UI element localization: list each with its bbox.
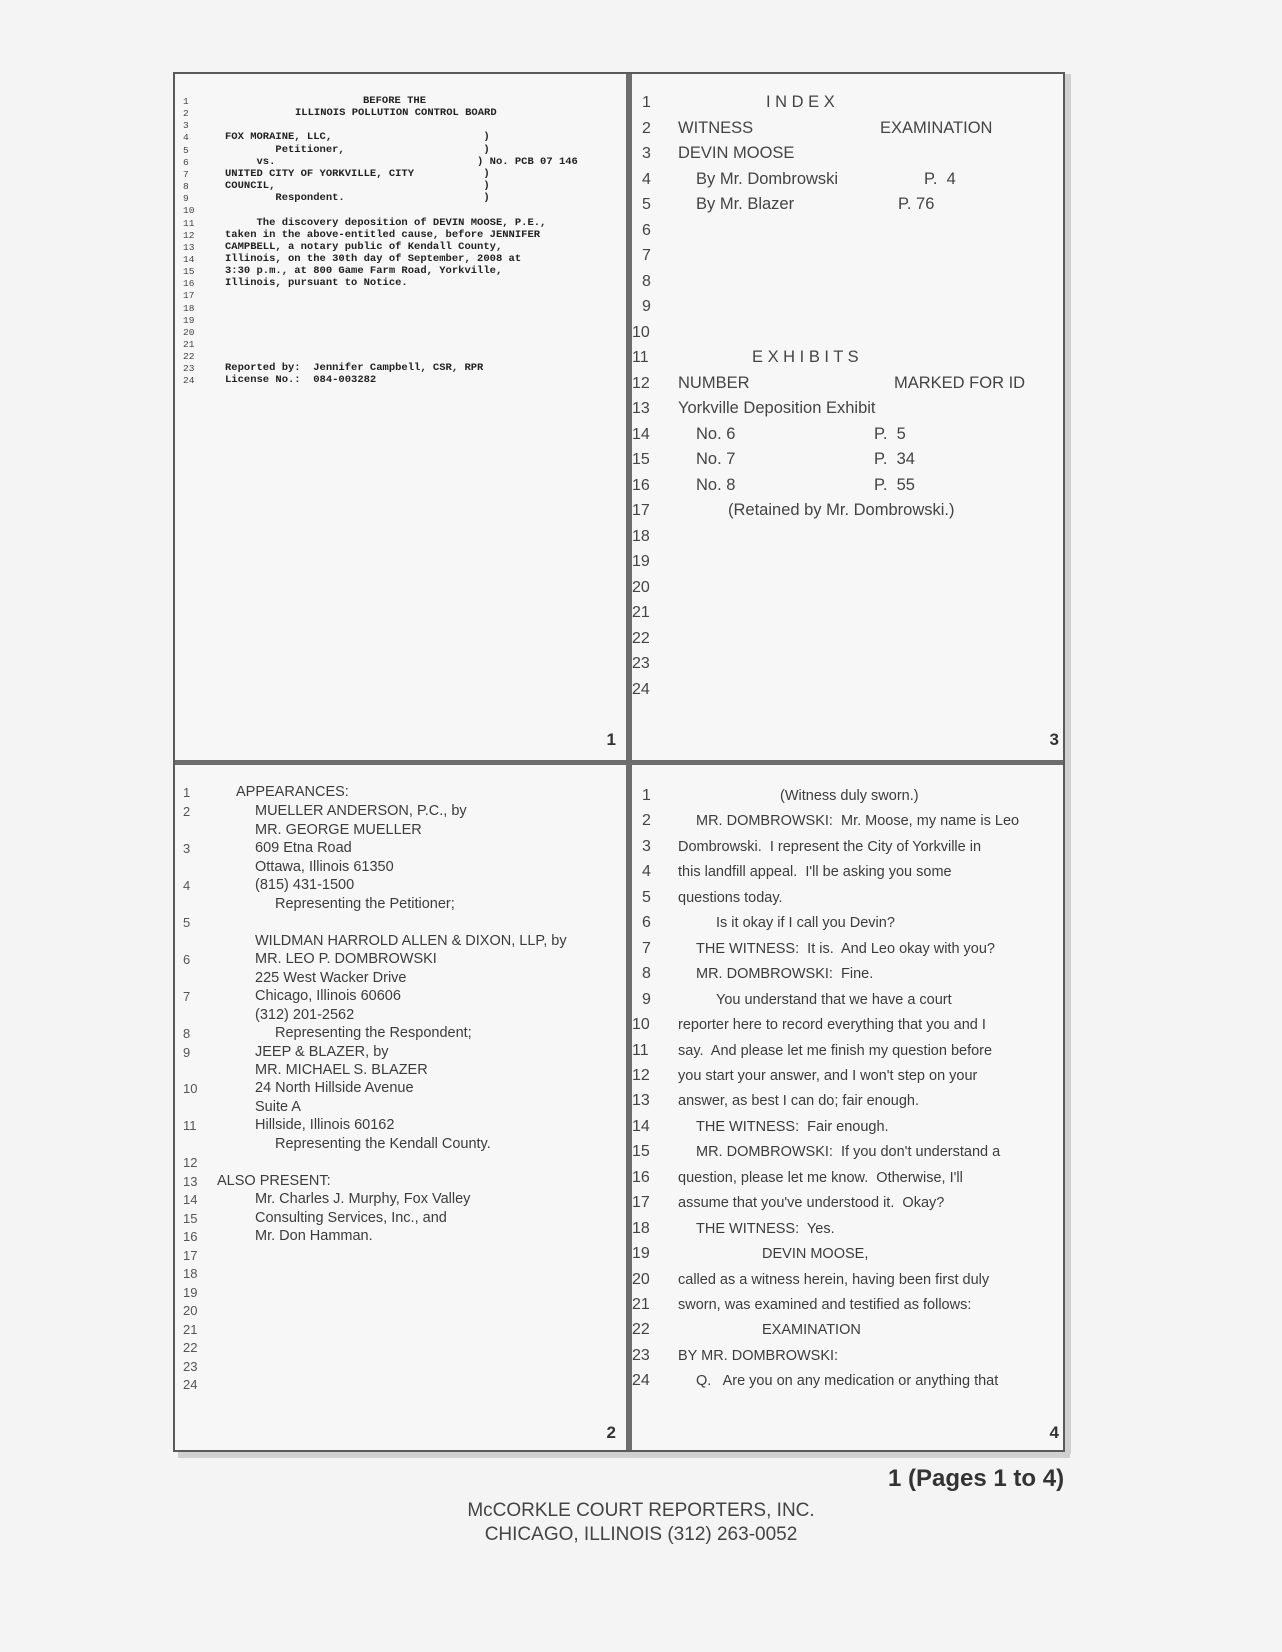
line-number: 19 bbox=[632, 1245, 650, 1263]
text-line: UNITED CITY OF YORKVILLE, CITY ) bbox=[225, 167, 490, 180]
page-number: 2 bbox=[606, 1423, 616, 1442]
text-line: Hillside, Illinois 60162 bbox=[255, 1117, 395, 1133]
page-number: 1 bbox=[606, 730, 616, 749]
line-number: 24 bbox=[632, 1372, 650, 1390]
text-line: EXAMINATION bbox=[880, 118, 993, 137]
line-number: 22 bbox=[183, 1340, 198, 1355]
line-number: 10 bbox=[632, 323, 650, 341]
line-number: 2 bbox=[642, 812, 651, 830]
page-number: 3 bbox=[1049, 730, 1059, 749]
company-address: CHICAGO, ILLINOIS (312) 263-0052 bbox=[484, 1524, 798, 1545]
line-number: 4 bbox=[642, 863, 651, 881]
text-line: questions today. bbox=[678, 889, 783, 906]
text-line: (312) 201-2562 bbox=[255, 1007, 355, 1023]
line-number: 13 bbox=[632, 1092, 650, 1110]
transcript-page-3 bbox=[632, 74, 1065, 760]
text-line: By Mr. Dombrowski bbox=[696, 169, 839, 188]
text-line: 3:30 p.m., at 800 Game Farm Road, Yorkville, bbox=[225, 265, 503, 278]
text-line: By Mr. Blazer bbox=[696, 195, 795, 213]
text-line: THE WITNESS: Fair enough. bbox=[696, 1118, 889, 1135]
line-number: 8 bbox=[642, 272, 651, 290]
line-number: 19 bbox=[183, 1285, 198, 1300]
text-line: Dombrowski. I represent the City of Yorkville in bbox=[678, 838, 982, 855]
line-number: 12 bbox=[632, 374, 650, 392]
text-line: MARKED FOR ID bbox=[894, 373, 1026, 392]
line-number: 14 bbox=[632, 425, 650, 443]
line-number: 8 bbox=[642, 965, 651, 983]
transcript-page-4 bbox=[632, 765, 1065, 1452]
text-line: CAMPBELL, a notary public of Kendall County, bbox=[225, 240, 503, 253]
text-line: Yorkville Deposition Exhibit bbox=[678, 399, 876, 417]
line-number: 21 bbox=[183, 339, 195, 350]
text-line: No. 8 bbox=[696, 475, 736, 494]
line-number: 2 bbox=[642, 119, 651, 137]
line-number: 6 bbox=[183, 952, 191, 967]
text-line: Ottawa, Illinois 61350 bbox=[255, 859, 394, 875]
text-line: Is it okay if I call you Devin? bbox=[716, 915, 895, 932]
line-number: 4 bbox=[642, 170, 651, 188]
text-line: The discovery deposition of DEVIN MOOSE, P.E., bbox=[225, 216, 547, 229]
line-number: 15 bbox=[632, 451, 650, 468]
text-line: MR. DOMBROWSKI: Mr. Moose, my name is Leo bbox=[696, 813, 1020, 830]
line-number: 3 bbox=[642, 145, 651, 162]
line-number: 18 bbox=[183, 302, 195, 314]
text-line: BY MR. DOMBROWSKI: bbox=[678, 1347, 839, 1364]
text-line: P. 5 bbox=[874, 424, 906, 443]
text-line: I N D E X bbox=[766, 93, 835, 111]
line-number: 23 bbox=[183, 363, 195, 375]
line-number: 16 bbox=[183, 1229, 198, 1244]
text-line: vs. ) No. PCB 07 146 bbox=[225, 155, 578, 168]
text-line: MUELLER ANDERSON, P.C., by bbox=[255, 803, 467, 819]
text-line: License No.: 084-003282 bbox=[225, 374, 377, 387]
line-number: 18 bbox=[632, 527, 650, 545]
pages-label: 1 (Pages 1 to 4) bbox=[888, 1465, 1065, 1492]
text-line: Suite A bbox=[255, 1099, 301, 1115]
line-number: 11 bbox=[632, 349, 649, 366]
text-line: Reported by: Jennifer Campbell, CSR, RPR bbox=[225, 362, 484, 375]
text-line: BEFORE THE bbox=[363, 95, 427, 107]
line-number: 7 bbox=[642, 247, 651, 264]
line-number: 16 bbox=[183, 278, 195, 290]
text-line: NUMBER bbox=[678, 373, 750, 392]
text-line: P. 34 bbox=[874, 450, 915, 468]
text-line: (Retained by Mr. Dombrowski.) bbox=[728, 501, 955, 519]
text-line: MR. DOMBROWSKI: Fine. bbox=[696, 966, 874, 983]
line-number: 17 bbox=[632, 502, 650, 519]
text-line: (Witness duly sworn.) bbox=[780, 788, 919, 804]
line-number: 3 bbox=[183, 120, 189, 132]
text-line: Representing the Petitioner; bbox=[275, 896, 455, 912]
line-number: 3 bbox=[183, 841, 191, 856]
line-number: 11 bbox=[183, 217, 195, 229]
line-number: 6 bbox=[183, 156, 189, 168]
text-line: Mr. Don Hamman. bbox=[255, 1228, 373, 1244]
text-line: Q. Are you on any medication or anything that bbox=[696, 1373, 999, 1390]
text-line: called as a witness herein, having been first duly bbox=[678, 1271, 990, 1288]
line-number: 23 bbox=[632, 655, 650, 672]
text-line: answer, as best I can do; fair enough. bbox=[678, 1093, 920, 1110]
line-number: 14 bbox=[183, 1192, 198, 1207]
text-line: FOX MORAINE, LLC, ) bbox=[225, 131, 490, 144]
text-line: 609 Etna Road bbox=[255, 840, 352, 856]
text-line: assume that you've understood it. Okay? bbox=[678, 1195, 945, 1212]
line-number: 10 bbox=[183, 1081, 198, 1096]
text-line: Chicago, Illinois 60606 bbox=[255, 988, 401, 1004]
line-number: 20 bbox=[183, 326, 195, 338]
text-line: ILLINOIS POLLUTION CONTROL BOARD bbox=[295, 107, 497, 120]
line-number: 16 bbox=[632, 476, 650, 494]
line-number: 1 bbox=[183, 96, 189, 107]
line-number: 10 bbox=[183, 205, 195, 217]
line-number: 14 bbox=[632, 1117, 650, 1135]
text-line: P. 76 bbox=[898, 195, 935, 213]
line-number: 24 bbox=[183, 375, 195, 387]
text-line: taken in the above-entitled cause, before JENNIFER bbox=[225, 228, 541, 241]
line-number: 21 bbox=[183, 1322, 198, 1337]
line-number: 9 bbox=[642, 990, 651, 1008]
line-number: 19 bbox=[632, 553, 650, 570]
text-line: say. And please let me finish my question before bbox=[678, 1042, 993, 1059]
text-line: No. 7 bbox=[696, 450, 736, 468]
transcript-page-2 bbox=[175, 765, 626, 1452]
line-number: 1 bbox=[642, 787, 651, 804]
line-number: 12 bbox=[632, 1066, 650, 1084]
line-number: 17 bbox=[632, 1194, 650, 1212]
line-number: 7 bbox=[183, 989, 191, 1004]
line-number: 15 bbox=[183, 1211, 198, 1226]
line-number: 14 bbox=[183, 253, 195, 265]
line-number: 21 bbox=[632, 604, 650, 621]
text-line: (815) 431-1500 bbox=[255, 877, 355, 893]
line-number: 17 bbox=[183, 290, 195, 302]
text-line: P. 55 bbox=[874, 475, 915, 494]
line-number: 23 bbox=[632, 1346, 650, 1364]
line-number: 18 bbox=[183, 1266, 198, 1281]
text-line: ALSO PRESENT: bbox=[217, 1173, 331, 1189]
line-number: 13 bbox=[183, 1174, 198, 1189]
text-line: WITNESS bbox=[678, 118, 754, 137]
text-line: P. 4 bbox=[924, 169, 956, 188]
line-number: 18 bbox=[632, 1219, 650, 1237]
line-number: 9 bbox=[183, 1045, 191, 1060]
line-number: 24 bbox=[183, 1377, 198, 1392]
line-number: 16 bbox=[632, 1168, 650, 1186]
line-number: 17 bbox=[183, 1248, 198, 1263]
text-line: APPEARANCES: bbox=[236, 784, 349, 800]
page-number: 4 bbox=[1049, 1423, 1059, 1442]
text-line: question, please let me know. Otherwise, I'll bbox=[678, 1169, 963, 1186]
line-number: 24 bbox=[632, 680, 650, 698]
text-line: Consulting Services, Inc., and bbox=[255, 1210, 447, 1226]
line-number: 5 bbox=[642, 196, 651, 213]
line-number: 11 bbox=[183, 1118, 197, 1133]
line-number: 20 bbox=[183, 1303, 198, 1318]
line-number: 6 bbox=[642, 221, 651, 239]
text-line: DEVIN MOOSE bbox=[678, 144, 795, 162]
line-number: 12 bbox=[183, 229, 195, 241]
text-line: JEEP & BLAZER, by bbox=[255, 1044, 389, 1060]
line-number: 22 bbox=[183, 351, 195, 363]
text-line: Respondent. ) bbox=[225, 192, 490, 205]
text-line: this landfill appeal. I'll be asking you some bbox=[678, 864, 952, 881]
line-number: 12 bbox=[183, 1155, 198, 1170]
line-number: 13 bbox=[183, 241, 195, 253]
horizontal-divider bbox=[175, 760, 1063, 765]
text-line: MR. DOMBROWSKI: If you don't understand a bbox=[696, 1144, 1001, 1161]
line-number: 11 bbox=[632, 1041, 649, 1059]
line-number: 9 bbox=[642, 298, 651, 315]
line-number: 7 bbox=[183, 168, 189, 180]
text-line: Illinois, pursuant to Notice. bbox=[225, 277, 408, 290]
text-line: 225 West Wacker Drive bbox=[255, 970, 407, 986]
line-number: 5 bbox=[183, 144, 189, 156]
line-number: 5 bbox=[642, 888, 651, 906]
text-line: MR. LEO P. DOMBROWSKI bbox=[255, 951, 437, 967]
line-number: 4 bbox=[183, 132, 189, 144]
text-line: 24 North Hillside Avenue bbox=[255, 1080, 414, 1096]
text-line: reporter here to record everything that you and I bbox=[678, 1017, 986, 1034]
line-number: 10 bbox=[632, 1016, 650, 1034]
text-line: EXAMINATION bbox=[762, 1322, 861, 1339]
text-line: THE WITNESS: Yes. bbox=[696, 1220, 835, 1237]
line-number: 5 bbox=[183, 915, 191, 930]
line-number: 2 bbox=[183, 804, 191, 819]
text-line: E X H I B I T S bbox=[752, 348, 859, 366]
line-number: 15 bbox=[183, 266, 195, 278]
line-number: 3 bbox=[642, 837, 651, 855]
transcript-page-1 bbox=[175, 74, 626, 760]
text-line: THE WITNESS: It is. And Leo okay with you? bbox=[696, 940, 995, 957]
text-line: Illinois, on the 30th day of September, 2008 at bbox=[225, 252, 522, 265]
text-line: No. 6 bbox=[696, 424, 736, 443]
line-number: 7 bbox=[642, 939, 651, 957]
text-line: Representing the Kendall County. bbox=[275, 1136, 491, 1152]
line-number: 6 bbox=[642, 914, 651, 932]
company-name: McCORKLE COURT REPORTERS, INC. bbox=[467, 1500, 815, 1521]
text-line: Petitioner, ) bbox=[225, 143, 490, 156]
text-line: you start your answer, and I won't step on your bbox=[678, 1067, 978, 1084]
text-line: COUNCIL, ) bbox=[225, 180, 490, 193]
text-line: You understand that we have a court bbox=[716, 991, 952, 1008]
line-number: 9 bbox=[183, 193, 189, 205]
text-line: DEVIN MOOSE, bbox=[762, 1246, 869, 1263]
sheet-shadow-right bbox=[1065, 74, 1071, 1454]
text-line: WILDMAN HARROLD ALLEN & DIXON, LLP, by bbox=[255, 933, 567, 949]
line-number: 22 bbox=[632, 629, 650, 647]
text-line: MR. GEORGE MUELLER bbox=[255, 822, 422, 838]
text-line: Mr. Charles J. Murphy, Fox Valley bbox=[255, 1191, 471, 1207]
line-number: 13 bbox=[632, 400, 650, 417]
line-number: 2 bbox=[183, 108, 189, 120]
line-number: 23 bbox=[183, 1359, 198, 1374]
line-number: 15 bbox=[632, 1143, 650, 1161]
line-number: 8 bbox=[183, 1026, 191, 1041]
text-line: MR. MICHAEL S. BLAZER bbox=[255, 1062, 428, 1078]
line-number: 20 bbox=[632, 578, 650, 596]
line-number: 21 bbox=[632, 1296, 650, 1313]
line-number: 8 bbox=[183, 181, 189, 193]
text-line: sworn, was examined and testified as follows: bbox=[678, 1297, 972, 1313]
line-number: 1 bbox=[642, 94, 651, 111]
text-line: Representing the Respondent; bbox=[275, 1025, 472, 1041]
line-number: 22 bbox=[632, 1321, 650, 1339]
line-number: 1 bbox=[183, 785, 191, 800]
line-number: 19 bbox=[183, 314, 195, 326]
sheet-shadow-bottom bbox=[178, 1452, 1070, 1458]
line-number: 4 bbox=[183, 878, 191, 893]
line-number: 20 bbox=[632, 1270, 650, 1288]
transcript-sheet bbox=[173, 72, 1065, 1452]
